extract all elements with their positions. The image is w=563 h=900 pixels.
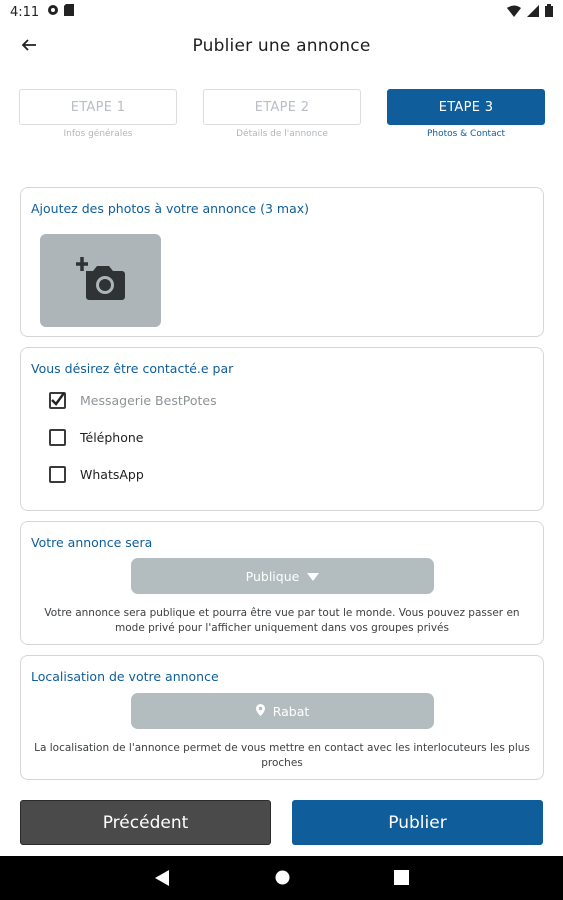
- checkbox-label: Messagerie BestPotes: [80, 393, 217, 408]
- status-bar: [0, 0, 563, 24]
- battery-icon: [545, 4, 553, 21]
- nav-back-icon[interactable]: [155, 870, 169, 890]
- signal-icon: [527, 5, 539, 21]
- status-time: 4:11: [10, 4, 40, 20]
- map-pin-icon: [256, 704, 265, 719]
- publish-button[interactable]: Publier: [292, 800, 543, 845]
- contact-title: Vous désirez être contacté.e par: [31, 361, 234, 376]
- step-1-label: ETAPE 1: [19, 89, 177, 125]
- system-nav-bar: [0, 856, 563, 900]
- sd-card-icon: [64, 4, 74, 20]
- location-helper: La localisation de l'annonce permet de vous mettre en contact avec les interlocuteurs les plus proches: [34, 742, 530, 769]
- visibility-dropdown[interactable]: [131, 558, 434, 594]
- visibility-title: Votre annonce sera: [31, 535, 153, 550]
- checkbox-telephone[interactable]: [49, 429, 143, 446]
- checkbox-label: Téléphone: [80, 430, 144, 445]
- page-title: Publier une annonce: [192, 36, 371, 56]
- photos-card: [20, 187, 544, 337]
- checkbox-whatsapp[interactable]: [49, 466, 144, 483]
- nav-home-icon[interactable]: [275, 870, 290, 889]
- app-bar: [0, 28, 563, 66]
- stepper: [19, 89, 545, 139]
- contact-card: [20, 347, 544, 511]
- visibility-value: Publique: [245, 568, 300, 584]
- add-photo-icon: [76, 257, 126, 305]
- wifi-icon: [507, 5, 521, 21]
- checkbox-unchecked[interactable]: [49, 429, 66, 446]
- step-2-subtitle: Détails de l'annonce: [236, 129, 328, 139]
- gear-icon: [47, 4, 59, 20]
- add-photo-button[interactable]: [40, 234, 161, 327]
- caret-down-icon: [307, 569, 319, 584]
- step-3-subtitle: Photos & Contact: [426, 129, 506, 139]
- step-3-label: ETAPE 3: [387, 89, 545, 125]
- photos-title: Ajoutez des photos à votre annonce (3 max): [31, 201, 310, 216]
- checkbox-label: WhatsApp: [80, 467, 144, 482]
- visibility-card: [20, 521, 544, 645]
- checkbox-checked[interactable]: [49, 392, 66, 409]
- checkbox-messagerie[interactable]: [49, 392, 217, 409]
- step-1-subtitle: Infos générales: [63, 129, 133, 139]
- checkbox-unchecked[interactable]: [49, 466, 66, 483]
- step-2[interactable]: [203, 89, 361, 139]
- location-selector[interactable]: [131, 693, 434, 729]
- step-1[interactable]: [19, 89, 177, 139]
- location-value: Rabat: [272, 703, 310, 719]
- visibility-helper: Votre annonce sera publique et pourra être vue par tout le monde. Vous pouvez passer en mode privé pour l'afficher uniquement dans vos groupes privés: [44, 607, 520, 634]
- nav-recents-icon[interactable]: [394, 870, 409, 889]
- previous-button[interactable]: Précédent: [20, 800, 271, 845]
- location-card: [20, 655, 544, 780]
- step-3[interactable]: [387, 89, 545, 139]
- location-title: Localisation de votre annonce: [31, 669, 219, 684]
- step-2-label: ETAPE 2: [203, 89, 361, 125]
